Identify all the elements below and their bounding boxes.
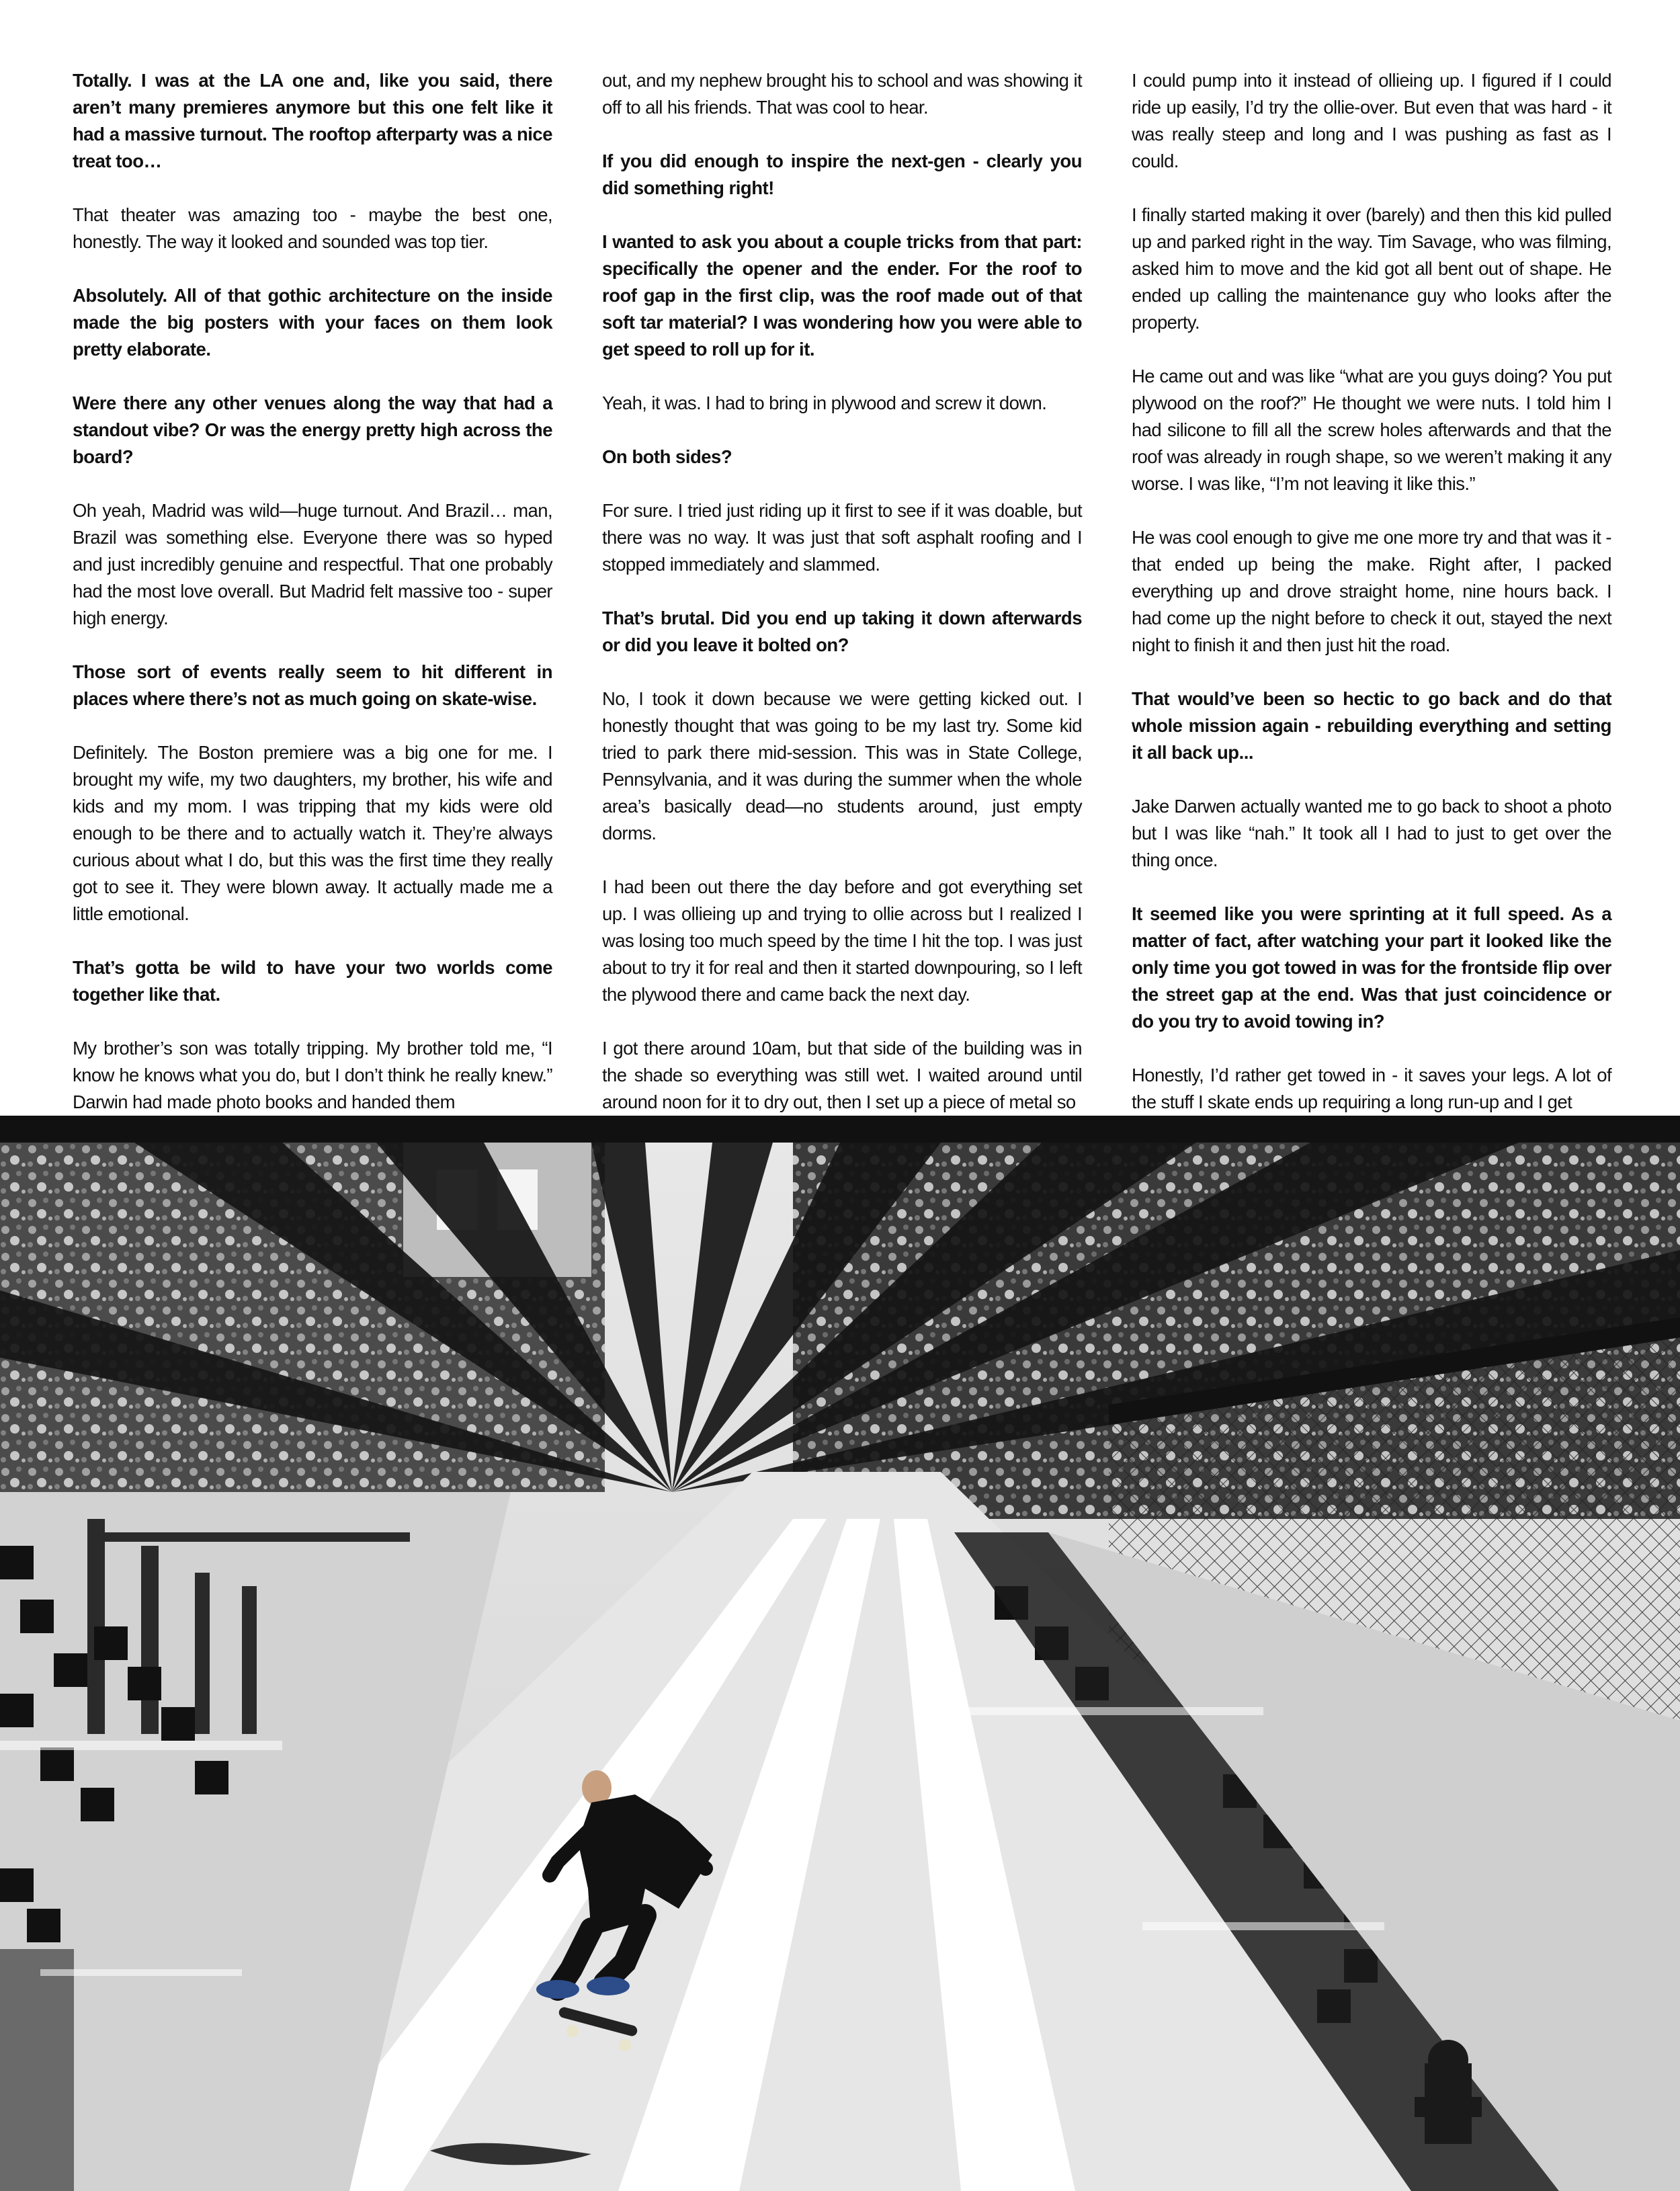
interview-answer: Honestly, I’d rather get towed in - it saves your legs. A lot of the stuff I skate ends up requiring a long run-up and I get [1132,1065,1611,1112]
interview-question: I wanted to ask you about a couple tricks from that part: specifically the opener and the ender. For the roof to roof gap in the first clip, was the roof made out of that soft tar material? I was wondering how you were able to get speed to roll up for it. [602,231,1082,360]
interview-answer: That theater was amazing too - maybe the best one, honestly. The way it looked and sounded was top tier. [73,204,552,252]
interview-question: That would’ve been so hectic to go back and do that whole mission again - rebuilding everything and setting it all back up... [1132,688,1611,763]
interview-question: It seemed like you were sprinting at it full speed. As a matter of fact, after watching your part it looked like the only time you got towed in was for the frontside flip over the street gap at the end. Was that just coincidence or do you try to avoid towing in? [1132,903,1611,1032]
interview-answer: I got there around 10am, but that side of the building was in the shade so everything was still wet. I waited around until around noon for it to dry out, then I set up a piece of metal so [602,1038,1082,1112]
interview-question: That’s gotta be wild to have your two worlds come together like that. [73,957,552,1005]
interview-answer: He came out and was like “what are you guys doing? You put plywood on the roof?” He thought we were nuts. I told him I had silicone to fill all the screw holes afterwards and that the roof was already in rough shape, so we weren’t making it any worse. I was like, “I’m not leaving it like this.” [1132,366,1611,494]
interview-question: On both sides? [602,446,732,467]
interview-question: If you did enough to inspire the next-gen - clearly you did something right! [602,151,1082,198]
interview-answer: out, and my nephew brought his to school and was showing it off to all his friends. That was cool to hear. [602,70,1082,118]
interview-text [73,67,1611,1112]
interview-answer: Definitely. The Boston premiere was a big one for me. I brought my wife, my two daughters, my brother, his wife and kids and my mom. I was tripping that my kids were old enough to be there and to actually watch it. They’re always curious about what I do, but this was the first time they really got to see it. They were blown away. It actually made me a little emotional. [73,742,552,924]
interview-answer: No, I took it down because we were getting kicked out. I honestly thought that was going to be my last try. Some kid tried to park there mid-session. This was in State College, Pennsylvania, and it was during the summer when the whole area’s basically dead—no students around, just empty dorms. [602,688,1082,843]
interview-answer: For sure. I tried just riding up it first to see if it was doable, but there was no way. It was just that soft asphalt roofing and I stopped immediately and slammed. [602,500,1082,575]
interview-answer: Yeah, it was. I had to bring in plywood and screw it down. [602,392,1047,413]
top-black-band [0,1116,1680,1143]
interview-answer: He was cool enough to give me one more try and that was it - that ended up being the make. Right after, I packed everything up and drove straight home, nine hours back. I had come up the night before to check it out, stayed the next night to finish it and then just hit the road. [1132,527,1611,655]
interview-answer: My brother’s son was totally tripping. My brother told me, “I know he knows what you do, but I don’t think he really knew.” Darwin had made photo books and handed them [73,1038,552,1112]
interview-question: Were there any other venues along the way that had a standout vibe? Or was the energy pretty high across the board? [73,392,552,467]
interview-question: That’s brutal. Did you end up taking it down afterwards or did you leave it bolted on? [602,608,1082,655]
interview-answer: I finally started making it over (barely) and then this kid pulled up and parked right in the way. Tim Savage, who was filming, asked him to move and the kid got all bent out of shape. He ended up calling the maintenance guy who looks after the property. [1132,204,1611,333]
interview-answer: I could pump into it instead of ollieing up. I figured if I could ride up easily, I’d try the ollie-over. But even that was hard - it was really steep and long and I was pushing as fast as I could. [1132,70,1611,171]
skate-photo [0,1116,1680,2191]
interview-question: Absolutely. All of that gothic architecture on the inside made the big posters with your faces on them look pretty elaborate. [73,285,552,360]
brick-wall [0,1949,74,2191]
interview-answer: Jake Darwen actually wanted me to go back to shoot a photo but I was like “nah.” It took all I had to just to get over the thing once. [1132,796,1611,870]
interview-question: Totally. I was at the LA one and, like you said, there aren’t many premieres anymore but this one felt like it had a massive turnout. The rooftop afterparty was a nice treat too… [73,70,552,171]
text-column-1 [73,67,552,1143]
text-column-3 [1132,67,1611,1143]
interview-answer: I had been out there the day before and got everything set up. I was ollieing up and trying to ollie across but I realized I was losing too much speed by the time I hit the top. I was just about to try it for real and then it started downpouring, so I left the plywood there and came back the next day. [602,876,1082,1005]
text-column-2 [602,67,1082,1143]
interview-question: Those sort of events really seem to hit different in places where there’s not as much going on skate-wise. [73,661,552,709]
interview-answer: Oh yeah, Madrid was wild—huge turnout. And Brazil… man, Brazil was something else. Everyone there was so hyped and just incredibly genuine and respectful. That one probably had the most love overall. But Madrid felt massive too - super high energy. [73,500,552,628]
